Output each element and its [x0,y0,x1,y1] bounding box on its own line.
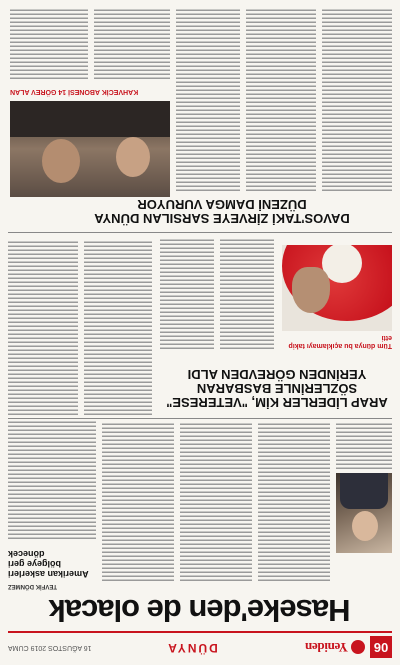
third-story [8,4,392,229]
main-headline: Haseke'den de olacak [49,593,351,628]
person-figure [116,137,150,177]
story3-red-lead: KAHVECİK ABONESİ 14 GÖREV ALAN [10,88,139,95]
story2-red-lead: Tüm dünya bu açıklamayı takip etti [288,334,392,349]
story3-headline: DAVOS'TAKİ ZİRVEYE SARSILAN DÜNYA DÜZENİ DAMGA VURUYOR [94,197,350,226]
brand-name: Yeniden [305,640,348,655]
people-photo [10,101,170,197]
author-byline: TEVFİK DÖNMEZ [8,583,57,589]
person-figure [292,267,330,313]
text-column [10,7,88,79]
text-column [246,7,316,191]
text-column [180,421,252,581]
text-column [8,239,78,415]
text-column [8,421,96,539]
text-column [258,421,330,581]
main-lead: Amerikan askerleri bölgeye geri dönecek [8,549,89,579]
text-column [84,239,152,415]
text-column [102,421,174,581]
person-figure [42,139,80,183]
logo-icon [351,640,365,654]
story-divider [8,232,392,233]
main-story [8,421,392,581]
page-number: 06 [370,636,392,658]
text-column [322,7,392,191]
author-face [352,511,378,541]
text-column [336,421,392,469]
brand-logo [305,636,365,658]
text-column [160,239,214,349]
crowd-shape [10,101,170,137]
story2-headline: ARAP LİDERLER KİM, "VETERESE" SÖZLERİNLE BASBARAN YERİNDEN GÖREVDEN ALDI [166,367,388,410]
text-column [176,7,240,191]
author-suit [340,473,388,509]
section-title: DÜNYA [166,641,218,655]
author-photo [336,473,392,553]
text-column [94,7,170,79]
flag-photo [282,245,392,331]
story-divider [8,418,392,419]
text-column [220,239,274,349]
page-header [8,631,392,659]
secondary-story [8,235,392,415]
issue-date: 16 AĞUSTOS 2019 CUMA [8,644,92,651]
